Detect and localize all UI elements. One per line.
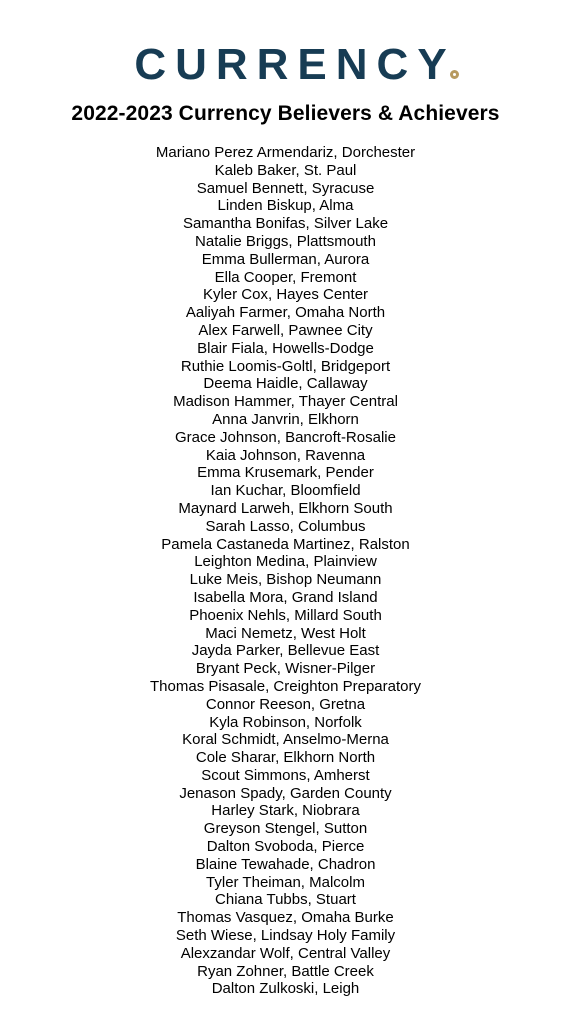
list-item: Maci Nemetz, West Holt: [205, 624, 366, 642]
list-item: Ryan Zohner, Battle Creek: [197, 962, 374, 980]
list-item: Greyson Stengel, Sutton: [203, 820, 368, 838]
list-item: Jenason Spady, Garden County: [179, 784, 392, 802]
list-item: Cole Sharar, Elkhorn North: [195, 749, 376, 767]
list-item: Alex Farwell, Pawnee City: [198, 321, 373, 339]
list-item: Harley Stark, Niobrara: [211, 802, 360, 820]
list-item: Samantha Bonifas, Silver Lake: [182, 215, 389, 233]
list-item: Deema Haidle, Callaway: [203, 375, 368, 393]
list-item: Connor Reeson, Gretna: [205, 695, 366, 713]
list-item: Emma Krusemark, Pender: [197, 464, 374, 482]
list-item: Natalie Briggs, Plattsmouth: [195, 232, 376, 250]
list-item: Phoenix Nehls, Millard South: [189, 606, 382, 624]
list-item: Thomas Vasquez, Omaha Burke: [177, 909, 394, 927]
list-item: Pamela Castaneda Martinez, Ralston: [161, 535, 410, 553]
list-item: Blaine Tewahade, Chadron: [195, 855, 376, 873]
list-item: Dalton Svoboda, Pierce: [206, 838, 365, 856]
list-item: Dalton Zulkoski, Leigh: [211, 980, 360, 998]
logo-dot-icon: [450, 70, 459, 79]
list-item: Leighton Medina, Plainview: [194, 553, 377, 571]
list-item: Scout Simmons, Amherst: [201, 766, 370, 784]
list-item: Thomas Pisasale, Creighton Preparatory: [150, 677, 421, 695]
page-title: 2022-2023 Currency Believers & Achievers: [71, 102, 500, 125]
list-item: Ella Cooper, Fremont: [214, 268, 357, 286]
list-item: Kyler Cox, Hayes Center: [202, 286, 369, 304]
list-item: Sarah Lasso, Columbus: [205, 517, 366, 535]
list-item: Blair Fiala, Howells-Dodge: [197, 339, 374, 357]
list-item: Ian Kuchar, Bloomfield: [210, 482, 361, 500]
list-item: Jayda Parker, Bellevue East: [191, 642, 380, 660]
currency-logo: [0, 40, 571, 90]
list-item: Samuel Bennett, Syracuse: [196, 179, 375, 197]
logo-wordmark: CURRENCY: [134, 40, 456, 89]
list-item: Chiana Tubbs, Stuart: [215, 891, 356, 909]
list-item: Bryant Peck, Wisner-Pilger: [195, 660, 376, 678]
list-item: Isabella Mora, Grand Island: [193, 588, 378, 606]
honoree-list: [0, 144, 571, 998]
list-item: Mariano Perez Armendariz, Dorchester: [155, 144, 416, 161]
list-item: Aaliyah Farmer, Omaha North: [185, 304, 386, 322]
list-item: Koral Schmidt, Anselmo-Merna: [182, 731, 389, 749]
list-item: Anna Janvrin, Elkhorn: [212, 410, 359, 428]
list-item: Kaia Johnson, Ravenna: [205, 446, 366, 464]
list-item: Emma Bullerman, Aurora: [201, 250, 370, 268]
list-item: Luke Meis, Bishop Neumann: [189, 571, 382, 589]
list-item: Kyla Robinson, Norfolk: [209, 713, 362, 731]
list-item: Seth Wiese, Lindsay Holy Family: [175, 927, 396, 945]
list-item: Alexzandar Wolf, Central Valley: [180, 944, 391, 962]
list-item: Kaleb Baker, St. Paul: [214, 161, 357, 179]
list-item: Madison Hammer, Thayer Central: [173, 393, 398, 411]
list-item: Ruthie Loomis-Goltl, Bridgeport: [180, 357, 391, 375]
list-item: Linden Biskup, Alma: [217, 197, 354, 215]
list-item: Grace Johnson, Bancroft-Rosalie: [175, 428, 396, 446]
list-item: Maynard Larweh, Elkhorn South: [178, 499, 393, 517]
list-item: Tyler Theiman, Malcolm: [206, 873, 365, 891]
